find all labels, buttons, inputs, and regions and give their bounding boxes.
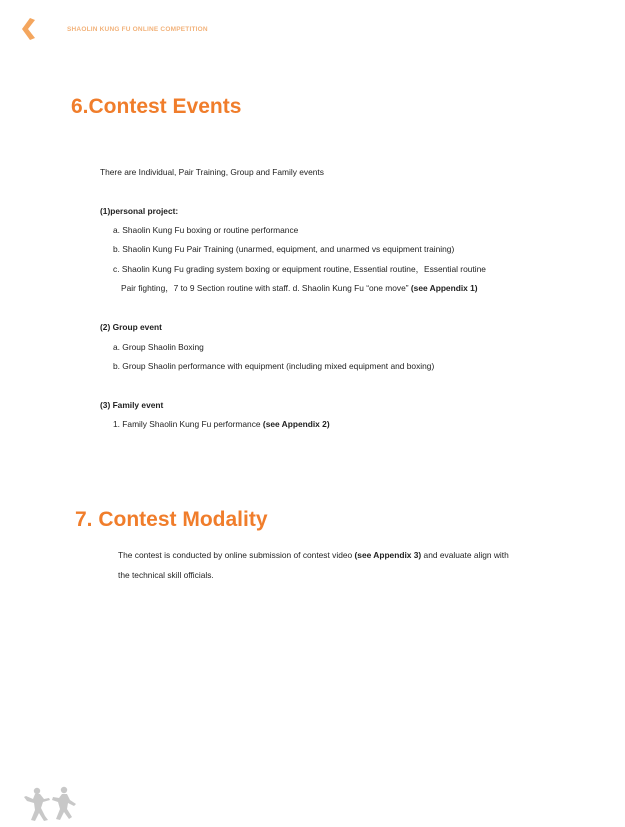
modality-line-1 [118,551,509,559]
appendix-3-reference: (see Appendix 3) [354,550,422,560]
chevron-logo-icon [22,18,36,40]
personal-project-title: (1)personal project: [100,206,179,216]
header-title: SHAOLIN KUNG FU ONLINE COMPETITION [67,26,208,33]
group-item-a: a. Group Shaolin Boxing [113,342,204,352]
appendix-2-reference: (see Appendix 2) [262,419,330,429]
group-event-title: (2) Group event [100,322,162,332]
group-item-b: b. Group Shaolin performance with equipment (including mixed equipment and boxing) [113,361,435,371]
appendix-1-reference: (see Appendix 1) [410,283,478,293]
section-heading-contest-modality: 7. Contest Modality [75,508,268,531]
personal-item-a: a. Shaolin Kung Fu boxing or routine performance [113,225,299,235]
modality-text-post: and evaluate align with [423,550,509,560]
personal-item-c-text: Pair fighting，7 to 9 Section routine with staff. d. Shaolin Kung Fu “one move” [121,283,409,293]
personal-item-b: b. Shaolin Kung Fu Pair Training (unarmed, equipment, and unarmed vs equipment training) [113,244,455,254]
modality-line-2: the technical skill officials. [118,570,214,580]
martial-arts-figures-icon [23,786,77,822]
personal-item-c-line1: c. Shaolin Kung Fu grading system boxing or equipment routine, Essential routine，Essential routine [113,264,486,274]
section6-intro: There are Individual, Pair Training, Group and Family events [100,167,324,177]
family-item-1-text: 1. Family Shaolin Kung Fu performance [113,419,261,429]
family-item-1 [113,420,330,428]
personal-item-c-line2 [121,284,478,292]
modality-text-pre: The contest is conducted by online submission of contest video [118,550,353,560]
section-heading-contest-events: 6.Contest Events [71,95,242,118]
family-event-title: (3) Family event [100,400,164,410]
